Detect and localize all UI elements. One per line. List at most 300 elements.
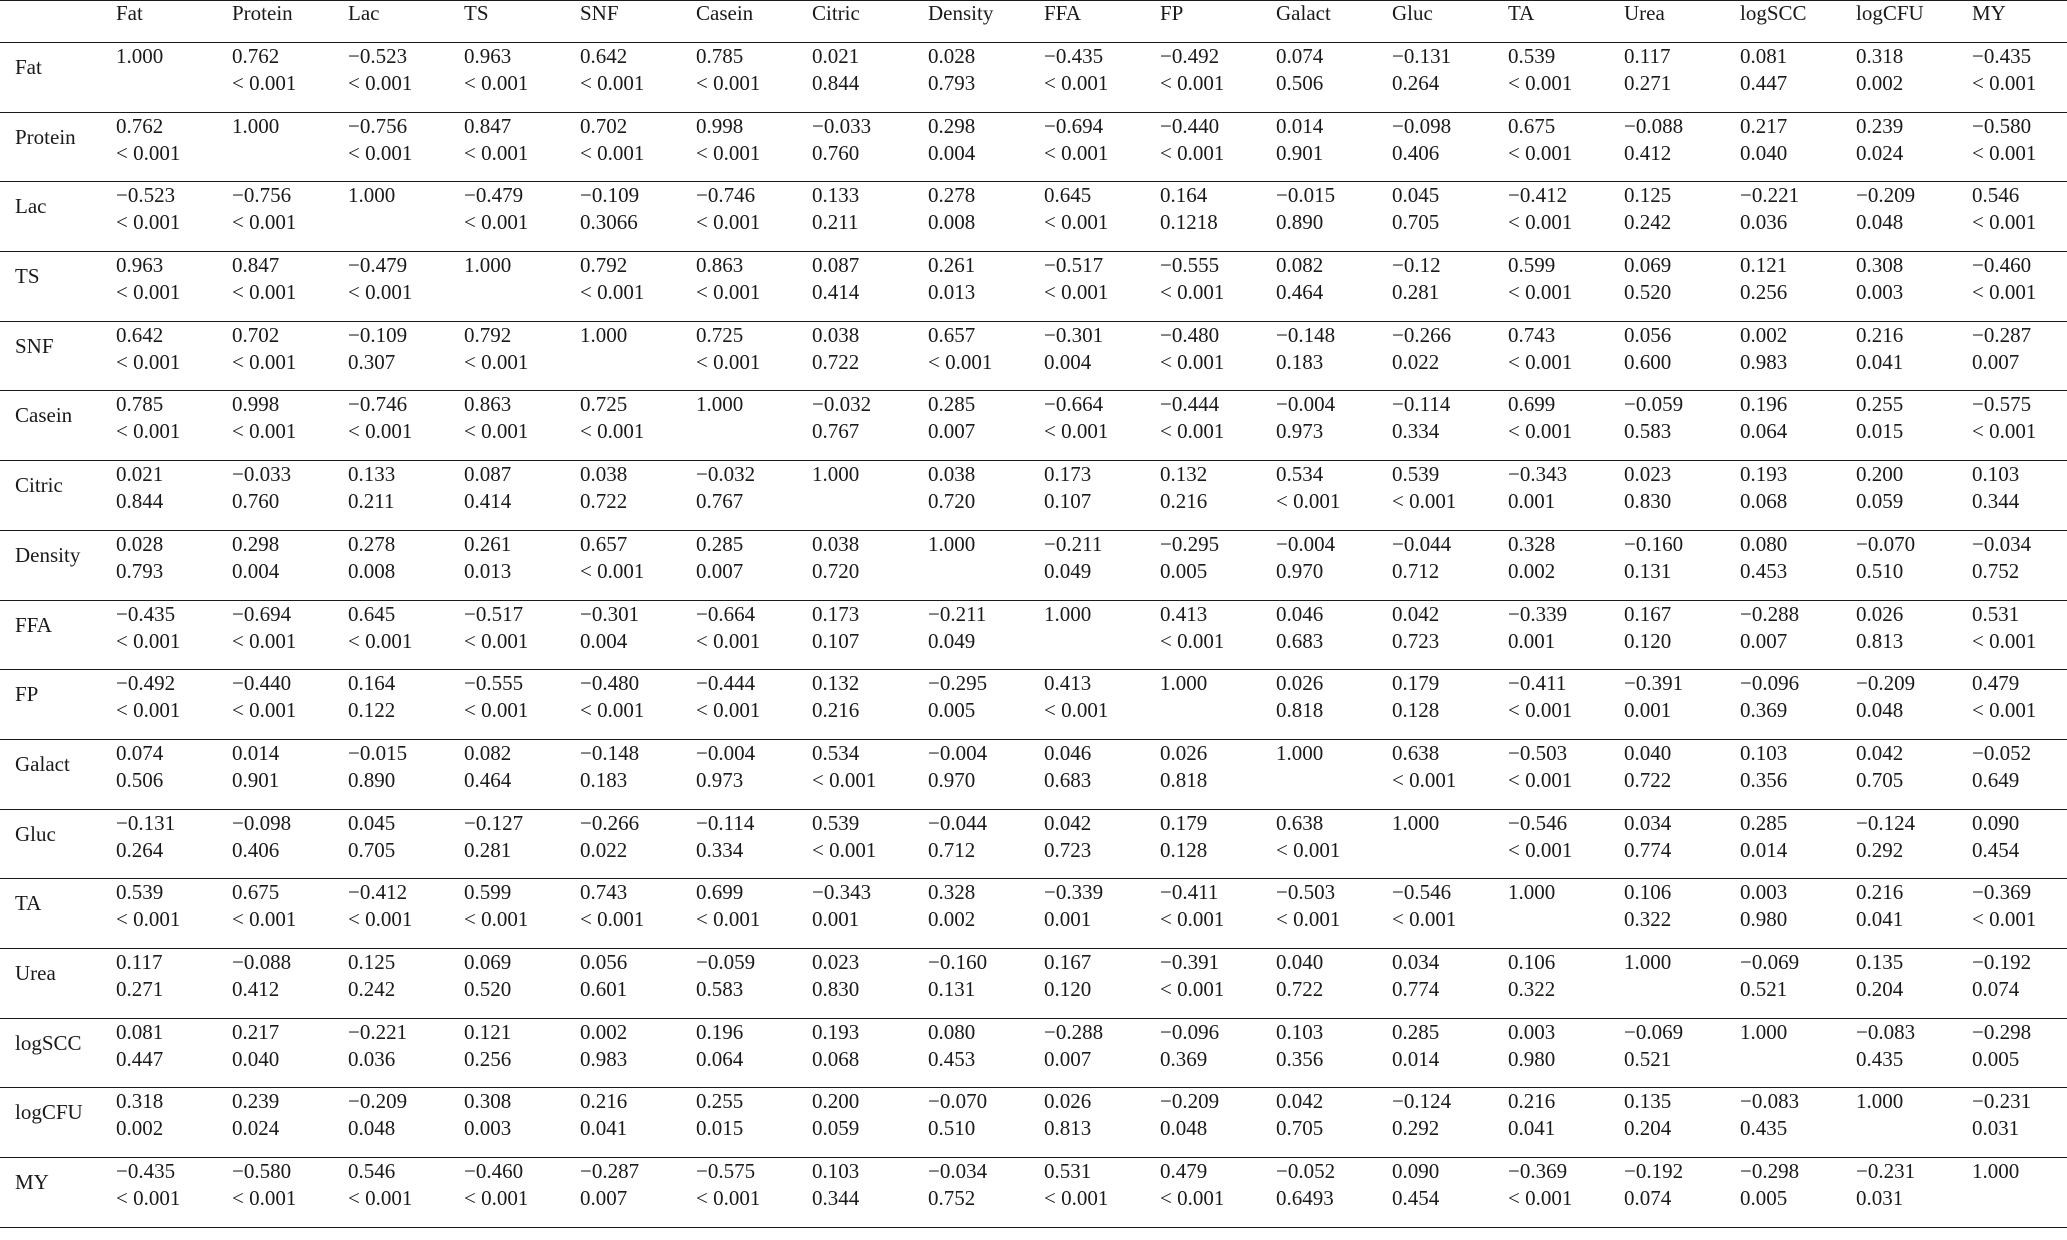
correlation-coefficient: 0.042 (1856, 740, 1904, 765)
p-value: 0.183 (1276, 349, 1324, 374)
table-cell (1957, 670, 2067, 740)
table-cell (1029, 391, 1145, 461)
correlation-coefficient: 0.042 (1392, 601, 1440, 626)
correlation-coefficient: 0.133 (348, 462, 396, 487)
table-cell (333, 321, 449, 391)
table-cell (1609, 530, 1725, 600)
table-cell (565, 43, 681, 113)
correlation-coefficient: −0.391 (1624, 671, 1684, 696)
table-cell (1493, 809, 1609, 879)
table-row (0, 1018, 2067, 1088)
p-value: 0.435 (1740, 1116, 1788, 1141)
table-cell (217, 461, 333, 531)
p-value: 0.712 (928, 837, 976, 862)
table-cell (1145, 739, 1261, 809)
correlation-coefficient: 0.725 (696, 322, 744, 347)
correlation-coefficient: −0.435 (116, 1159, 176, 1183)
correlation-coefficient: 0.278 (348, 531, 396, 556)
table-cell (1609, 1018, 1725, 1088)
p-value: < 0.001 (696, 349, 761, 374)
table-cell (565, 321, 681, 391)
table-row (0, 391, 2067, 461)
table-cell (1493, 1158, 1609, 1228)
correlation-coefficient: −0.298 (1972, 1019, 2032, 1044)
table-cell (217, 600, 333, 670)
correlation-coefficient: −0.052 (1972, 740, 2032, 765)
correlation-coefficient: −0.301 (580, 601, 640, 626)
correlation-coefficient: 0.539 (812, 810, 860, 835)
p-value: 0.705 (1276, 1116, 1324, 1141)
p-value: 0.001 (1508, 628, 1556, 653)
correlation-coefficient: 0.298 (928, 113, 976, 138)
p-value: 0.022 (580, 837, 628, 862)
p-value: 0.830 (812, 976, 860, 1001)
table-cell (1493, 43, 1609, 113)
p-value: 0.008 (348, 558, 396, 583)
correlation-coefficient: 0.040 (1276, 949, 1324, 974)
p-value: < 0.001 (116, 210, 181, 235)
correlation-coefficient: −0.032 (696, 462, 756, 487)
p-value: 0.128 (1160, 837, 1208, 862)
table-cell (449, 600, 565, 670)
p-value: < 0.001 (1276, 837, 1341, 862)
table-cell (1029, 1088, 1145, 1158)
correlation-coefficient: −0.546 (1508, 810, 1568, 835)
column-header: TS (464, 1, 489, 25)
p-value: 0.705 (1856, 767, 1904, 792)
p-value: < 0.001 (348, 1186, 413, 1210)
p-value: 0.002 (116, 1116, 164, 1141)
correlation-coefficient: 0.081 (1740, 44, 1788, 68)
column-header: Lac (348, 1, 380, 25)
p-value: 0.447 (116, 1046, 164, 1071)
table-cell (449, 391, 565, 461)
table-cell (449, 948, 565, 1018)
row-header: Casein (15, 403, 73, 428)
p-value: 0.454 (1392, 1186, 1440, 1210)
correlation-coefficient: −0.575 (1972, 392, 2032, 417)
table-cell (1377, 112, 1493, 182)
table-cell (681, 112, 797, 182)
correlation-coefficient: 0.863 (464, 392, 512, 417)
table-cell (1029, 948, 1145, 1018)
p-value: 0.412 (1624, 140, 1672, 165)
table-cell (913, 948, 1029, 1018)
table-cell (913, 879, 1029, 949)
table-cell (1725, 600, 1841, 670)
column-header: Galact (1276, 1, 1331, 25)
table-cell (333, 43, 449, 113)
correlation-coefficient: −0.098 (1392, 113, 1452, 138)
table-cell (1609, 391, 1725, 461)
p-value: 0.344 (812, 1186, 860, 1210)
correlation-coefficient: 0.026 (1856, 601, 1904, 626)
table-cell (1841, 182, 1957, 252)
table-cell (1377, 391, 1493, 461)
p-value: 0.720 (928, 489, 976, 514)
p-value: 0.774 (1624, 837, 1672, 862)
row-header: Gluc (15, 821, 56, 846)
correlation-coefficient: 0.125 (1624, 183, 1672, 208)
p-value: 0.271 (116, 976, 164, 1001)
row-header: logSCC (15, 1030, 82, 1055)
table-cell (333, 948, 449, 1018)
correlation-coefficient: 0.239 (232, 1089, 280, 1114)
correlation-coefficient: 0.963 (116, 253, 164, 278)
table-cell (565, 879, 681, 949)
correlation-coefficient: −0.098 (232, 810, 292, 835)
row-header: FP (15, 682, 39, 707)
correlation-coefficient: 0.034 (1624, 810, 1672, 835)
p-value: < 0.001 (348, 419, 413, 444)
table-cell (1261, 948, 1377, 1018)
table-body (0, 43, 2067, 1228)
p-value: 0.970 (928, 767, 976, 792)
p-value: < 0.001 (1160, 1186, 1225, 1210)
table-cell (565, 461, 681, 531)
table-cell (681, 879, 797, 949)
p-value: 0.005 (928, 698, 976, 723)
table-cell (1145, 530, 1261, 600)
correlation-coefficient: −0.575 (696, 1159, 756, 1183)
row-header: Density (15, 542, 81, 567)
column-header: Casein (696, 1, 754, 25)
p-value: < 0.001 (580, 140, 645, 165)
p-value: 0.414 (812, 280, 860, 305)
row-header: Citric (15, 473, 63, 498)
table-cell (217, 948, 333, 1018)
p-value: 0.003 (1856, 280, 1904, 305)
p-value: < 0.001 (1508, 1186, 1573, 1210)
table-cell (1493, 391, 1609, 461)
table-cell (1493, 948, 1609, 1018)
table-cell (1609, 739, 1725, 809)
table-row (0, 112, 2067, 182)
p-value: 0.356 (1740, 767, 1788, 792)
correlation-coefficient: 0.056 (1624, 322, 1672, 347)
table-cell (797, 321, 913, 391)
correlation-coefficient: 0.074 (116, 740, 164, 765)
correlation-coefficient: 1.000 (464, 253, 512, 278)
p-value: 0.890 (348, 767, 396, 792)
table-cell (1377, 1018, 1493, 1088)
p-value: 0.041 (1856, 907, 1904, 932)
table-cell (913, 321, 1029, 391)
table-cell (1841, 252, 1957, 322)
p-value: < 0.001 (348, 907, 413, 932)
table-cell (1261, 670, 1377, 740)
correlation-coefficient: 0.103 (1740, 740, 1788, 765)
p-value: 0.049 (1044, 558, 1092, 583)
table-cell (565, 1088, 681, 1158)
table-cell (1725, 1088, 1841, 1158)
table-cell (1145, 879, 1261, 949)
p-value: 0.435 (1856, 1046, 1904, 1071)
table-cell (101, 252, 217, 322)
correlation-coefficient: 0.200 (1856, 462, 1904, 487)
table-cell (217, 1158, 333, 1228)
table-cell (681, 321, 797, 391)
table-cell (913, 1088, 1029, 1158)
p-value: < 0.001 (928, 349, 993, 374)
p-value: 0.036 (1740, 210, 1788, 235)
correlation-coefficient: −0.070 (928, 1089, 988, 1114)
p-value: < 0.001 (464, 1186, 529, 1210)
correlation-coefficient: 0.090 (1972, 810, 2020, 835)
table-cell (797, 391, 913, 461)
table-cell (101, 670, 217, 740)
correlation-coefficient: −0.088 (232, 949, 292, 974)
correlation-coefficient: −0.555 (1160, 253, 1220, 278)
correlation-coefficient: −0.411 (1160, 880, 1219, 905)
row-header: Urea (15, 960, 56, 985)
p-value: 0.005 (1160, 558, 1208, 583)
row-header: logCFU (15, 1100, 83, 1125)
correlation-coefficient: −0.131 (116, 810, 176, 835)
table-cell (1957, 252, 2067, 322)
table-cell (1493, 670, 1609, 740)
p-value: < 0.001 (1160, 976, 1225, 1001)
table-cell (1377, 1088, 1493, 1158)
table-cell (1261, 112, 1377, 182)
correlation-coefficient: −0.746 (348, 392, 408, 417)
correlation-coefficient: −0.044 (928, 810, 988, 835)
table-cell (797, 530, 913, 600)
correlation-coefficient: −0.298 (1740, 1159, 1800, 1183)
correlation-coefficient: −0.460 (1972, 253, 2032, 278)
table-cell (681, 670, 797, 740)
p-value: < 0.001 (696, 71, 761, 95)
table-cell (1377, 739, 1493, 809)
correlation-coefficient: 0.785 (116, 392, 164, 417)
table-cell (1261, 879, 1377, 949)
correlation-coefficient: 0.534 (1276, 462, 1324, 487)
correlation-coefficient: −0.479 (348, 253, 408, 278)
correlation-coefficient: 0.173 (812, 601, 860, 626)
correlation-coefficient: 0.216 (1856, 880, 1904, 905)
table-cell (1029, 879, 1145, 949)
p-value: 0.414 (464, 489, 512, 514)
p-value: 0.007 (1044, 1046, 1092, 1071)
table-cell (1377, 530, 1493, 600)
p-value: 0.031 (1972, 1116, 2020, 1141)
table-cell (1029, 1018, 1145, 1088)
table-cell (449, 879, 565, 949)
correlation-coefficient: 0.014 (1276, 113, 1324, 138)
p-value: 0.844 (812, 71, 860, 95)
table-cell (449, 670, 565, 740)
p-value: 0.059 (1856, 489, 1904, 514)
table-cell (449, 1158, 565, 1228)
correlation-coefficient: −0.546 (1392, 880, 1452, 905)
p-value: < 0.001 (464, 71, 529, 95)
p-value: < 0.001 (1508, 837, 1573, 862)
p-value: 0.122 (348, 698, 396, 723)
p-value: < 0.001 (464, 349, 529, 374)
table-row (0, 670, 2067, 740)
p-value: < 0.001 (1392, 907, 1457, 932)
p-value: 0.723 (1044, 837, 1092, 862)
correlation-coefficient: 0.699 (1508, 392, 1556, 417)
correlation-coefficient: −0.211 (1044, 531, 1103, 556)
table-cell (333, 1158, 449, 1228)
table-cell (217, 391, 333, 461)
correlation-coefficient: 0.038 (928, 462, 976, 487)
correlation-coefficient: 0.026 (1160, 740, 1208, 765)
table-cell (1609, 182, 1725, 252)
correlation-coefficient: 0.103 (1972, 462, 2020, 487)
p-value: 0.007 (696, 558, 744, 583)
p-value: 0.793 (928, 71, 976, 95)
table-cell (101, 461, 217, 531)
correlation-coefficient: −0.004 (928, 740, 988, 765)
table-cell (101, 1018, 217, 1088)
p-value: < 0.001 (1160, 419, 1225, 444)
correlation-coefficient: 0.135 (1624, 1089, 1672, 1114)
p-value: 0.216 (812, 698, 860, 723)
p-value: < 0.001 (1392, 767, 1457, 792)
correlation-coefficient: 0.531 (1972, 601, 2020, 626)
correlation-coefficient: −0.124 (1856, 810, 1916, 835)
p-value: 0.983 (580, 1046, 628, 1071)
correlation-coefficient: −0.694 (232, 601, 292, 626)
correlation-coefficient: −0.492 (116, 671, 176, 696)
correlation-coefficient: 0.046 (1276, 601, 1324, 626)
p-value: < 0.001 (1160, 280, 1225, 305)
table-cell (1145, 461, 1261, 531)
correlation-coefficient: 0.645 (348, 601, 396, 626)
p-value: 0.004 (928, 140, 976, 165)
table-cell (101, 948, 217, 1018)
correlation-coefficient: 0.645 (1044, 183, 1092, 208)
p-value: 0.3066 (580, 210, 638, 235)
correlation-coefficient: −0.517 (464, 601, 524, 626)
p-value: < 0.001 (232, 698, 297, 723)
table-cell (1957, 43, 2067, 113)
p-value: 0.003 (464, 1116, 512, 1141)
p-value: 0.705 (348, 837, 396, 862)
p-value: 0.583 (1624, 419, 1672, 444)
correlation-coefficient: −0.096 (1160, 1019, 1220, 1044)
correlation-coefficient: 0.642 (116, 322, 164, 347)
correlation-coefficient: −0.301 (1044, 322, 1104, 347)
correlation-coefficient: 0.531 (1044, 1159, 1092, 1183)
correlation-coefficient: −0.034 (1972, 531, 2032, 556)
p-value: 0.506 (116, 767, 164, 792)
correlation-coefficient: −0.391 (1160, 949, 1220, 974)
correlation-coefficient: 0.002 (580, 1019, 628, 1044)
correlation-coefficient: 0.638 (1276, 810, 1324, 835)
p-value: 0.464 (464, 767, 512, 792)
correlation-coefficient: 0.081 (116, 1019, 164, 1044)
p-value: < 0.001 (696, 698, 761, 723)
correlation-coefficient: 0.042 (1044, 810, 1092, 835)
p-value: 0.131 (1624, 558, 1672, 583)
table-cell (913, 252, 1029, 322)
p-value: 0.211 (812, 210, 859, 235)
correlation-coefficient: 0.135 (1856, 949, 1904, 974)
p-value: < 0.001 (580, 280, 645, 305)
column-header: FP (1160, 1, 1184, 25)
table-cell (1725, 739, 1841, 809)
table-cell (1145, 1018, 1261, 1088)
correlation-coefficient: 0.002 (1740, 322, 1788, 347)
table-cell (565, 948, 681, 1018)
table-cell (913, 43, 1029, 113)
p-value: 0.004 (232, 558, 280, 583)
p-value: 0.048 (1856, 698, 1904, 723)
table-cell (1493, 530, 1609, 600)
table-cell (1957, 600, 2067, 670)
column-header: TA (1508, 1, 1535, 25)
table-cell (333, 809, 449, 879)
table-cell (797, 1158, 913, 1228)
p-value: 0.064 (696, 1046, 744, 1071)
table-cell (681, 182, 797, 252)
correlation-coefficient: 0.069 (1624, 253, 1672, 278)
table-cell (1145, 809, 1261, 879)
p-value: 0.002 (1508, 558, 1556, 583)
correlation-coefficient: −0.069 (1624, 1019, 1684, 1044)
table-row (0, 809, 2067, 879)
table-cell (1377, 461, 1493, 531)
table-cell (681, 461, 797, 531)
correlation-coefficient: 0.216 (580, 1089, 628, 1114)
correlation-coefficient: −0.231 (1972, 1089, 2032, 1114)
table-cell (333, 739, 449, 809)
table-cell (1609, 43, 1725, 113)
correlation-coefficient: 0.725 (580, 392, 628, 417)
p-value: < 0.001 (232, 280, 297, 305)
correlation-coefficient: −0.015 (1276, 183, 1336, 208)
table-cell (1029, 461, 1145, 531)
correlation-coefficient: −0.440 (1160, 113, 1220, 138)
table-cell (333, 182, 449, 252)
table-cell (1957, 461, 2067, 531)
correlation-coefficient: −0.580 (1972, 113, 2032, 138)
p-value: 0.256 (1740, 280, 1788, 305)
p-value: 0.583 (696, 976, 744, 1001)
correlation-coefficient: −0.12 (1392, 253, 1441, 278)
correlation-coefficient: 1.000 (580, 322, 628, 347)
correlation-coefficient: 0.103 (1276, 1019, 1324, 1044)
correlation-coefficient: −0.295 (1160, 531, 1220, 556)
p-value: < 0.001 (1160, 628, 1225, 653)
table-cell (1841, 600, 1957, 670)
table-cell (1377, 948, 1493, 1018)
p-value: 0.013 (464, 558, 512, 583)
table-cell (1261, 391, 1377, 461)
table-cell (1841, 1158, 1957, 1228)
table-cell (1261, 1018, 1377, 1088)
p-value: 0.001 (1508, 489, 1556, 514)
table-cell (1957, 879, 2067, 949)
p-value: < 0.001 (812, 837, 877, 862)
p-value: 0.001 (1624, 698, 1672, 723)
correlation-coefficient: −0.059 (696, 949, 756, 974)
table-cell (1261, 1158, 1377, 1228)
correlation-coefficient: 0.125 (348, 949, 396, 974)
correlation-coefficient: −0.288 (1044, 1019, 1104, 1044)
correlation-coefficient: 0.026 (1276, 671, 1324, 696)
p-value: < 0.001 (1972, 698, 2037, 723)
correlation-coefficient: 1.000 (696, 392, 744, 417)
correlation-coefficient: −0.369 (1508, 1159, 1568, 1183)
correlation-coefficient: 0.762 (232, 44, 280, 68)
column-header: logCFU (1856, 1, 1924, 25)
correlation-coefficient: 0.308 (1856, 253, 1904, 278)
p-value: 0.120 (1624, 628, 1672, 653)
